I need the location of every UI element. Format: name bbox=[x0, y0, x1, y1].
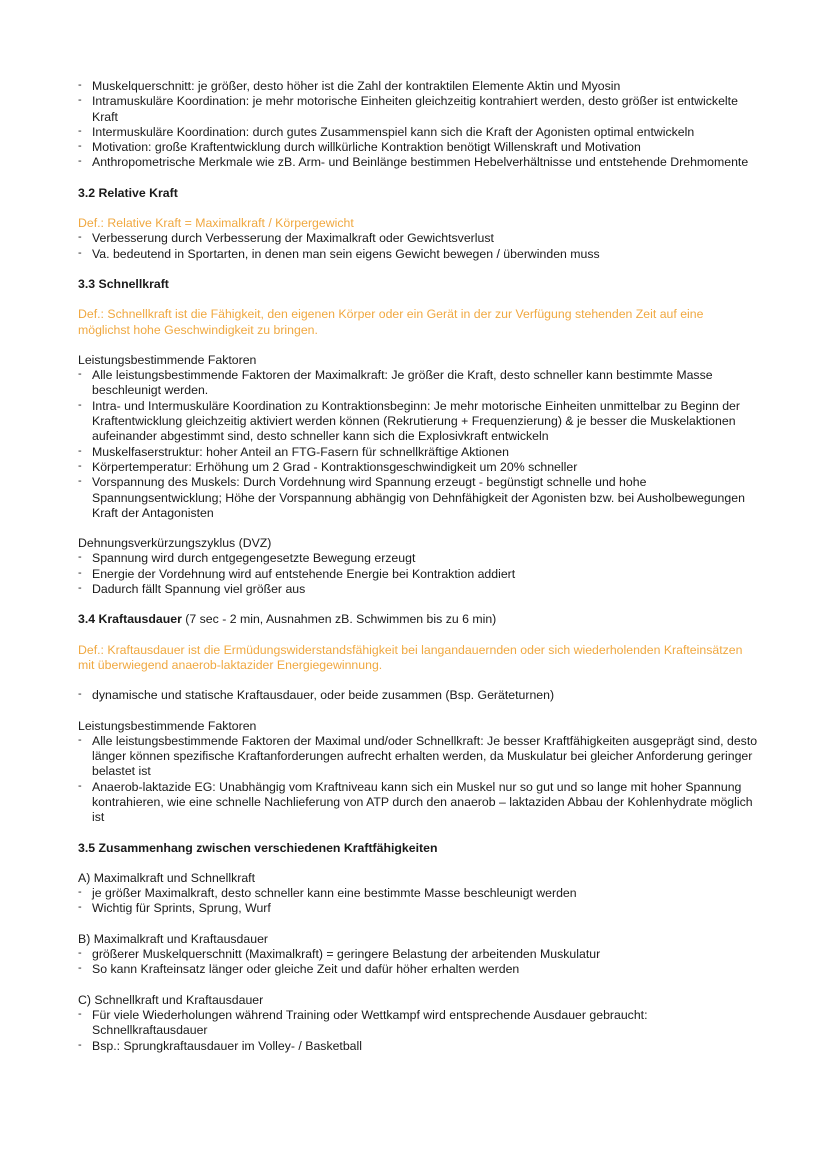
dvz-title: Dehnungsverkürzungszyklus (DVZ) bbox=[78, 536, 272, 551]
list-item: - Für viele Wiederholungen während Training oder Wettkampf wird entsprechende Ausdauer gebraucht: Schnellkraftausdauer bbox=[78, 1008, 758, 1039]
heading-schnellkraft: 3.3 Schnellkraft bbox=[78, 276, 169, 291]
subsection-a-title: A) Maximalkraft und Schnellkraft bbox=[78, 870, 256, 885]
definition-kraftausdauer: Def.: Kraftausdauer ist die Ermüdungswiderstandsfähigkeit bei langandauernden oder sich wiederholenden Krafteinsätzen mit überwiegend anaerob-laktazider Energiegewinnung. bbox=[78, 642, 743, 672]
list-item: - je größer Maximalkraft, desto schneller kann eine bestimmte Masse beschleunigt werden bbox=[78, 886, 758, 901]
kraftausdauer-list bbox=[78, 688, 758, 703]
relative-kraft-list bbox=[78, 231, 758, 262]
heading-relative-kraft: 3.2 Relative Kraft bbox=[78, 185, 178, 200]
definition-schnellkraft: Def.: Schnellkraft ist die Fähigkeit, den eigenen Körper oder ein Gerät in der zur Verfügung stehenden Zeit auf eine möglichst hohe Geschwindigkeit zu bringen. bbox=[78, 307, 704, 337]
list-item: - Intramuskuläre Koordination: je mehr motorische Einheiten gleichzeitig kontrahiert werden, desto größer ist entwickelte Kraft bbox=[78, 94, 758, 125]
schnellkraft-factors-list bbox=[78, 368, 758, 521]
list-item: - Spannung wird durch entgegengesetzte Bewegung erzeugt bbox=[78, 551, 758, 566]
list-item: - Motivation: große Kraftentwicklung durch willkürliche Kontraktion benötigt Willenskraft und Motivation bbox=[78, 140, 758, 155]
heading-kraftausdauer-title: 3.4 Kraftausdauer bbox=[78, 612, 182, 627]
heading-zusammenhang: 3.5 Zusammenhang zwischen verschiedenen Kraftfähigkeiten bbox=[78, 840, 438, 855]
kraftausdauer-factors-list bbox=[78, 734, 758, 826]
document-page bbox=[78, 79, 758, 1054]
subsection-b-list bbox=[78, 947, 758, 978]
list-item: - Alle leistungsbestimmende Faktoren der Maximal und/oder Schnellkraft: Je besser Kraftfähigkeiten ausgeprägt sind, desto länger können spezifische Kraftanforderungen aufrecht erhalten werden, da Muskulatur bei gleicher Anforderung geringer belastet ist bbox=[78, 734, 758, 780]
list-item: - Intra- und Intermuskuläre Koordination zu Kontraktionsbeginn: Je mehr motorische Einheiten unmittelbar zu Beginn der Kraftentwicklung gleichzeitig aktiviert werden können (Rekrutierung + Frequenzierung) & je besser die Muskelaktionen aufeinander abgestimmt sind, desto schneller kann sich die Explosivkraft entwickeln bbox=[78, 399, 758, 445]
dvz-list bbox=[78, 551, 758, 597]
heading-kraftausdauer bbox=[78, 612, 758, 627]
factors-title: Leistungsbestimmende Faktoren bbox=[78, 718, 257, 733]
subsection-c-title: C) Schnellkraft und Kraftausdauer bbox=[78, 992, 264, 1007]
heading-kraftausdauer-note: (7 sec - 2 min, Ausnahmen zB. Schwimmen bis zu 6 min) bbox=[181, 612, 497, 627]
list-item: - Anthropometrische Merkmale wie zB. Arm- und Beinlänge bestimmen Hebelverhältnisse und entstehende Drehmomente bbox=[78, 155, 758, 170]
list-item: - Körpertemperatur: Erhöhung um 2 Grad - Kontraktionsgeschwindigkeit um 20% schneller bbox=[78, 460, 758, 475]
list-item: - Muskelfaserstruktur: hoher Anteil an FTG-Fasern für schnellkräftige Aktionen bbox=[78, 445, 758, 460]
subsection-b-title: B) Maximalkraft und Kraftausdauer bbox=[78, 931, 269, 946]
definition-relative-kraft: Def.: Relative Kraft = Maximalkraft / Körpergewicht bbox=[78, 216, 354, 231]
list-item: - Verbesserung durch Verbesserung der Maximalkraft oder Gewichtsverlust bbox=[78, 231, 758, 246]
list-item: - dynamische und statische Kraftausdauer, oder beide zusammen (Bsp. Geräteturnen) bbox=[78, 688, 758, 703]
list-item: - größerer Muskelquerschnitt (Maximalkraft) = geringere Belastung der arbeitenden Muskulatur bbox=[78, 947, 758, 962]
list-item: - Vorspannung des Muskels: Durch Vordehnung wird Spannung erzeugt - begünstigt schnelle und hohe Spannungsentwicklung; Höhe der Vorspannung abhängig von Dehnfähigkeit der Agonisten bzw. bei Ausholbewegungen Kraft der Antagonisten bbox=[78, 475, 758, 521]
list-item: - Bsp.: Sprungkraftausdauer im Volley- / Basketball bbox=[78, 1039, 758, 1054]
list-item: - Dadurch fällt Spannung viel größer aus bbox=[78, 582, 758, 597]
list-item: - Anaerob-laktazide EG: Unabhängig vom Kraftniveau kann sich ein Muskel nur so gut und so lange mit hoher Spannung kontrahieren, wie eine schnelle Nachlieferung von ATP durch den anaerob – laktaziden Abbau der Kohlenhydrate möglich ist bbox=[78, 780, 758, 826]
list-item: - Energie der Vordehnung wird auf entstehende Energie bei Kontraktion addiert bbox=[78, 567, 758, 582]
intro-list bbox=[78, 79, 758, 171]
subsection-a-list bbox=[78, 886, 758, 917]
list-item: - Va. bedeutend in Sportarten, in denen man sein eigens Gewicht bewegen / überwinden muss bbox=[78, 247, 758, 262]
list-item: - So kann Krafteinsatz länger oder gleiche Zeit und dafür höher erhalten werden bbox=[78, 962, 758, 977]
list-item: - Intermuskuläre Koordination: durch gutes Zusammenspiel kann sich die Kraft der Agonisten optimal entwickeln bbox=[78, 125, 758, 140]
factors-title: Leistungsbestimmende Faktoren bbox=[78, 352, 257, 367]
list-item: - Muskelquerschnitt: je größer, desto höher ist die Zahl der kontraktilen Elemente Aktin und Myosin bbox=[78, 79, 758, 94]
list-item: - Wichtig für Sprints, Sprung, Wurf bbox=[78, 901, 758, 916]
subsection-c-list bbox=[78, 1008, 758, 1054]
list-item: - Alle leistungsbestimmende Faktoren der Maximalkraft: Je größer die Kraft, desto schneller kann bestimmte Masse beschleunigt werden. bbox=[78, 368, 758, 399]
